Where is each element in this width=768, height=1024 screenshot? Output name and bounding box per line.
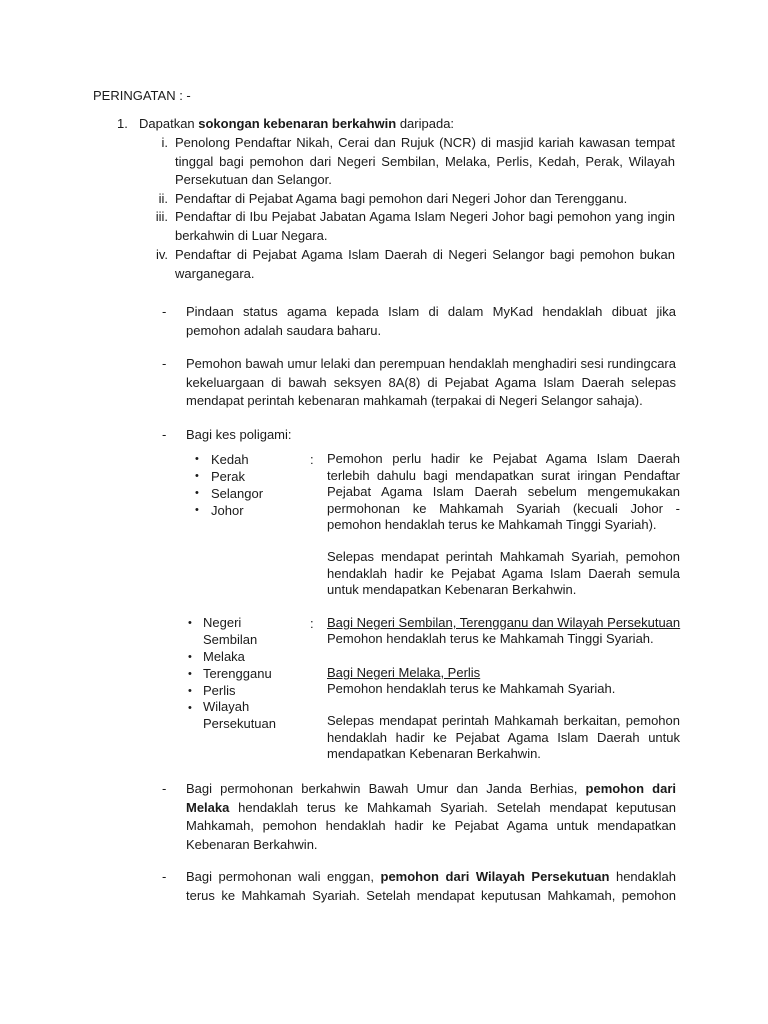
dash-marker: - [162,781,167,796]
state-name: Melaka [203,649,245,664]
item-1-intro [139,115,679,134]
poligami-group2-para: Selepas mendapat perintah Mahkamah berkaitan, pemohon hendaklah hadir ke Pejabat Agama Islam Daerah untuk mendapatkan Kebenaran Berkahwin. [327,713,680,761]
state-name: Selangor [211,486,264,501]
colon-separator: : [310,616,314,631]
note5-bold: pemohon dari Wilayah Persekutuan [380,869,610,884]
bullet-icon: • [195,504,199,516]
note-bawah-umur: Pemohon bawah umur lelaki dan perempuan hendaklah menghadiri sesi rundingcara kekeluargaan di bawah seksyen 8A(8) di Pejabat Agama Islam Daerah selepas mendapat perintah kebenaran mahkamah (terpakai di Negeri Selangor sahaja). [186,356,676,408]
page-heading: PERINGATAN : - [93,88,191,103]
bullet-icon: • [188,702,192,714]
note5-pre: Bagi permohonan wali enggan, [186,869,381,884]
state-name: Johor [211,503,244,518]
note4-bold: pemohon dari Melaka [186,781,676,815]
state-name: Perlis [203,683,236,698]
bullet-icon: • [188,685,192,697]
item-1-intro-post: daripada: [396,116,455,131]
bullet-icon: • [188,651,192,663]
dash-marker: - [162,356,167,371]
dash-marker: - [162,869,167,884]
bullet-icon: • [195,453,199,465]
dash-marker: - [162,427,167,442]
state-name: Wilayah Persekutuan [203,699,276,731]
note5-post: hendaklah terus ke Mahkamah Syariah. Setelah mendapat keputusan Mahkamah, pemohon [186,869,676,903]
sub-item-text: Penolong Pendaftar Nikah, Cerai dan Rujuk (NCR) di masjid kariah kawasan tempat tinggal bagi pemohon dari Negeri Sembilan, Melaka, Perlis, Kedah, Perak, Wilayah Persekutuan dan Selangor. [175,135,675,187]
sub-item-text: Pendaftar di Pejabat Agama Islam Daerah di Negeri Selangor bagi pemohon bukan warganegara. [175,247,675,281]
note4-pre: Bagi permohonan berkahwin Bawah Umur dan Janda Berhias, [186,781,586,796]
state-name: Perak [211,469,245,484]
poligami-group1-para1: Pemohon perlu hadir ke Pejabat Agama Islam Daerah terlebih dahulu bagi mendapatkan surat iringan Pendaftar Pejabat Agama Islam Daerah sebelum mengemukakan permohonan ke Mahkamah Syariah (kecuali Johor - pemohon hendaklah terus ke Mahkamah Tinggi Syariah). [327,451,680,532]
roman-numeral: iii. [155,209,168,224]
group2-text-ns: Pemohon hendaklah terus ke Mahkamah Tinggi Syariah. [327,631,654,646]
poligami-group1-para2: Selepas mendapat perintah Mahkamah Syariah, pemohon hendaklah hadir ke Pejabat Agama Islam Daerah semula untuk mendapatkan Kebenaran Berkahwin. [327,549,680,597]
state-name: Terengganu [203,666,272,681]
roman-numeral: i. [161,135,168,150]
item-number: 1. [117,116,128,131]
group2-text-melaka: Pemohon hendaklah terus ke Mahkamah Syariah. [327,681,616,696]
group2-subheading-ns: Bagi Negeri Sembilan, Terengganu dan Wilayah Persekutuan [327,615,681,630]
note4-post: hendaklah terus ke Mahkamah Syariah. Setelah mendapat keputusan Mahkamah, pemohon hendaklah hadir ke Pejabat Agama untuk mendapatkan Kebenaran Berkahwin. [186,799,676,852]
bullet-icon: • [188,668,192,680]
colon-separator: : [310,452,314,467]
state-name: Kedah [211,452,249,467]
item-1-intro-bold: sokongan kebenaran berkahwin [198,116,397,131]
item-1-intro-pre: Dapatkan [139,116,199,131]
state-name: Negeri Sembilan [203,615,258,647]
roman-numeral: iv. [155,247,168,262]
sub-item-text: Pendaftar di Ibu Pejabat Jabatan Agama Islam Negeri Johor bagi pemohon yang ingin berkahwin di Luar Negara. [175,209,675,243]
note-bawah-umur-janda [186,780,676,854]
group2-subheading-melaka: Bagi Negeri Melaka, Perlis [327,665,481,680]
bullet-icon: • [188,617,192,629]
dash-marker: - [162,304,167,319]
poligami-title: Bagi kes poligami: [186,427,292,442]
note-mykad: Pindaan status agama kepada Islam di dalam MyKad hendaklah dibuat jika pemohon adalah saudara baharu. [186,304,676,338]
bullet-icon: • [195,470,199,482]
note-wali-enggan [186,868,676,905]
roman-numeral: ii. [158,191,168,206]
sub-item-text: Pendaftar di Pejabat Agama bagi pemohon dari Negeri Johor dan Terengganu. [175,191,628,206]
bullet-icon: • [195,487,199,499]
